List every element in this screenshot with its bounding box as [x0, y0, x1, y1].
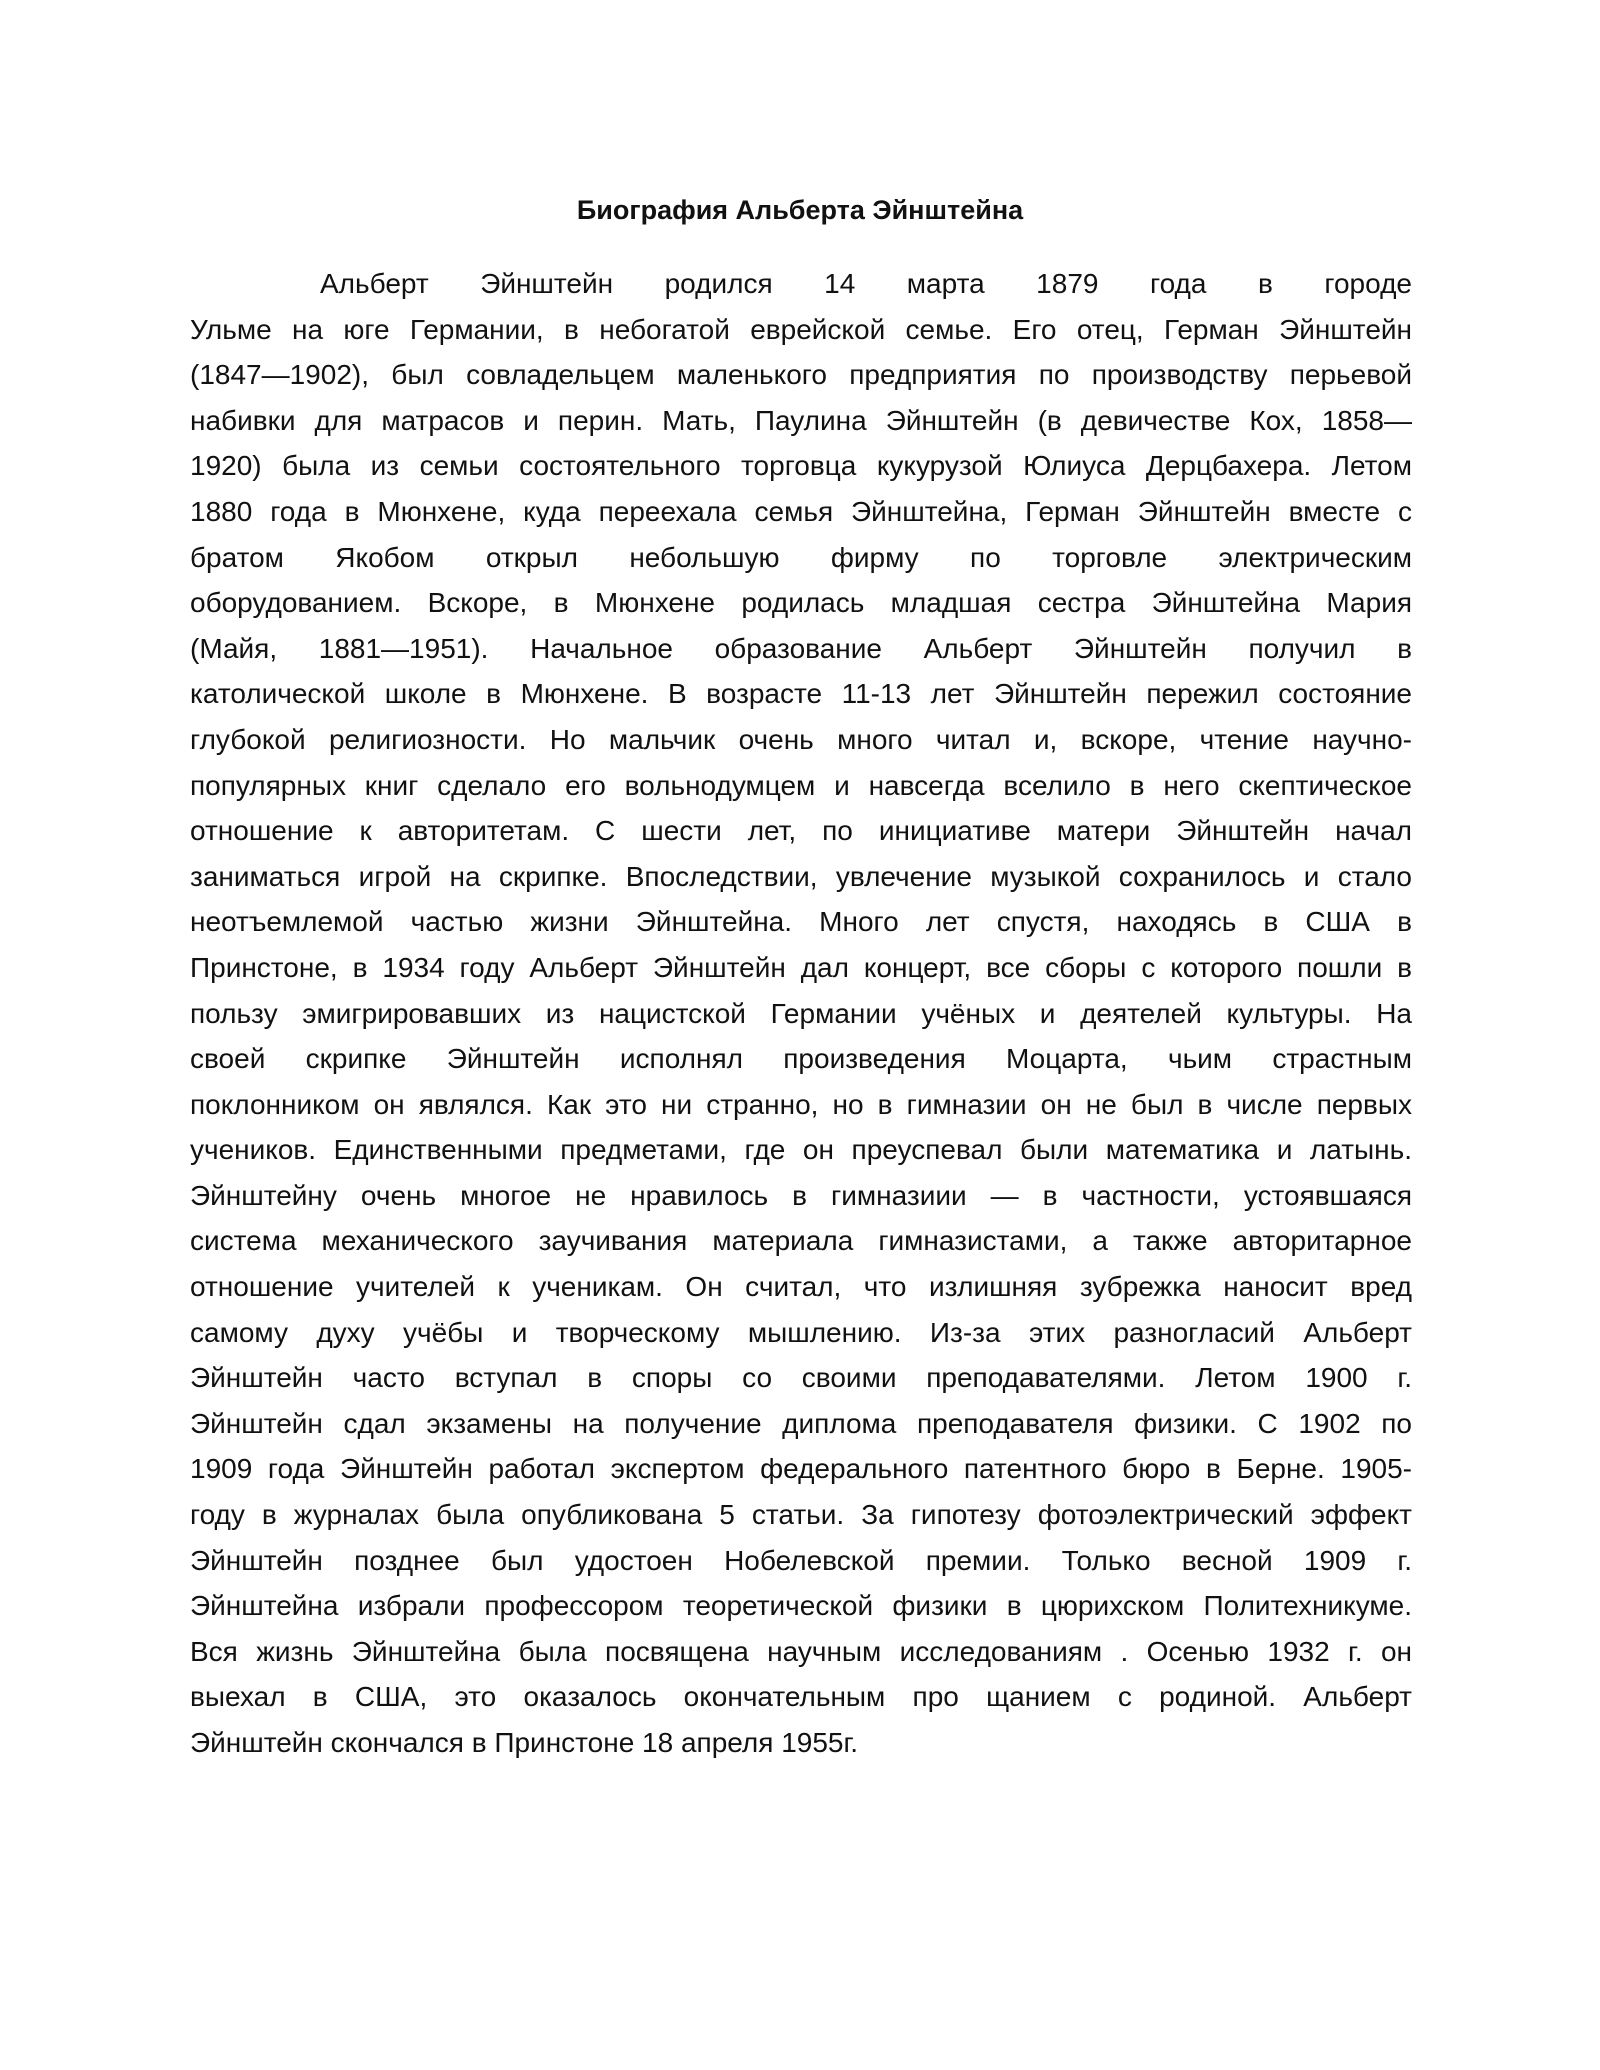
text-line: 1909 года Эйнштейн работал экспертом федерального патентного бюро в Берне. 1905-	[190, 1453, 1412, 1485]
text-line: Эйнштейна избрали профессором теоретической физики в цюрихском Политехникуме.	[190, 1590, 1412, 1622]
text-line: отношение учителей к ученикам. Он считал, что излишняя зубрежка наносит вред	[190, 1271, 1412, 1303]
text-line: поклонником он являлся. Как это ни странно, но в гимназии он не был в числе первых	[190, 1088, 1412, 1120]
text-line: система механического заучивания материала гимназистами, а также авторитарное	[190, 1225, 1412, 1257]
text-line: Эйнштейн часто вступал в споры со своими преподавателями. Летом 1900 г.	[190, 1362, 1412, 1394]
text-line: 1880 года в Мюнхене, куда переехала семья Эйнштейна, Герман Эйнштейн вместе с	[190, 495, 1412, 527]
biography-paragraph	[190, 261, 1412, 1766]
text-line: учеников. Единственными предметами, где он преуспевал были математика и латынь.	[190, 1134, 1412, 1166]
text-line: самому духу учёбы и творческому мышлению. Из-за этих разногласий Альберт	[190, 1316, 1412, 1348]
text-line: Ульме на юге Германии, в небогатой еврейской семье. Его отец, Герман Эйнштейн	[190, 313, 1412, 345]
text-line: 1920) была из семьи состоятельного торговца кукурузой Юлиуса Дерцбахера. Летом	[190, 450, 1412, 482]
text-line: Альберт Эйнштейн родился 14 марта 1879 года в городе	[320, 268, 1412, 299]
text-line: Вся жизнь Эйнштейна была посвящена научным исследованиям . Осенью 1932 г. он	[190, 1635, 1412, 1667]
text-line: популярных книг сделало его вольнодумцем и навсегда вселило в него скептическое	[190, 769, 1412, 801]
document-title: Биография Альберта Эйнштейна	[576, 195, 1024, 225]
text-line: отношение к авторитетам. С шести лет, по инициативе матери Эйнштейн начал	[190, 815, 1412, 847]
text-line: Эйнштейну очень многое не нравилось в гимназиии — в частности, устоявшаяся	[190, 1179, 1412, 1211]
text-line: Эйнштейн позднее был удостоен Нобелевской премии. Только весной 1909 г.	[190, 1544, 1412, 1576]
text-line: (Майя, 1881—1951). Начальное образование Альберт Эйнштейн получил в	[190, 632, 1412, 664]
text-line: набивки для матрасов и перин. Мать, Паулина Эйнштейн (в девичестве Кох, 1858—	[190, 404, 1412, 436]
text-line: глубокой религиозности. Но мальчик очень много читал и, вскоре, чтение научно-	[190, 723, 1412, 755]
text-line: оборудованием. Вскоре, в Мюнхене родилась младшая сестра Эйнштейна Мария	[190, 587, 1412, 619]
text-line: Эйнштейн сдал экзамены на получение диплома преподавателя физики. С 1902 по	[190, 1407, 1412, 1439]
text-line: году в журналах была опубликована 5 статьи. За гипотезу фотоэлектрический эффект	[190, 1499, 1412, 1531]
text-line: (1847—1902), был совладельцем маленького предприятия по производству перьевой	[190, 359, 1412, 391]
text-line: католической школе в Мюнхене. В возрасте 11-13 лет Эйнштейн пережил состояние	[190, 678, 1412, 710]
text-line: пользу эмигрировавших из нацистской Германии учёных и деятелей культуры. На	[190, 997, 1412, 1029]
text-line: заниматься игрой на скрипке. Впоследствии, увлечение музыкой сохранилось и стало	[190, 860, 1412, 892]
text-line: братом Якобом открыл небольшую фирму по торговле электрическим	[190, 541, 1412, 573]
text-line: выехал в США, это оказалось окончательным про щанием с родиной. Альберт	[190, 1681, 1412, 1713]
text-line: неотъемлемой частью жизни Эйнштейна. Много лет спустя, находясь в США в	[190, 906, 1412, 938]
text-line: Принстоне, в 1934 году Альберт Эйнштейн дал концерт, все сборы с которого пошли в	[190, 951, 1412, 983]
text-line: своей скрипке Эйнштейн исполнял произведения Моцарта, чьим страстным	[190, 1043, 1412, 1075]
text-line: Эйнштейн скончался в Принстоне 18 апреля 1955г.	[190, 1727, 859, 1758]
